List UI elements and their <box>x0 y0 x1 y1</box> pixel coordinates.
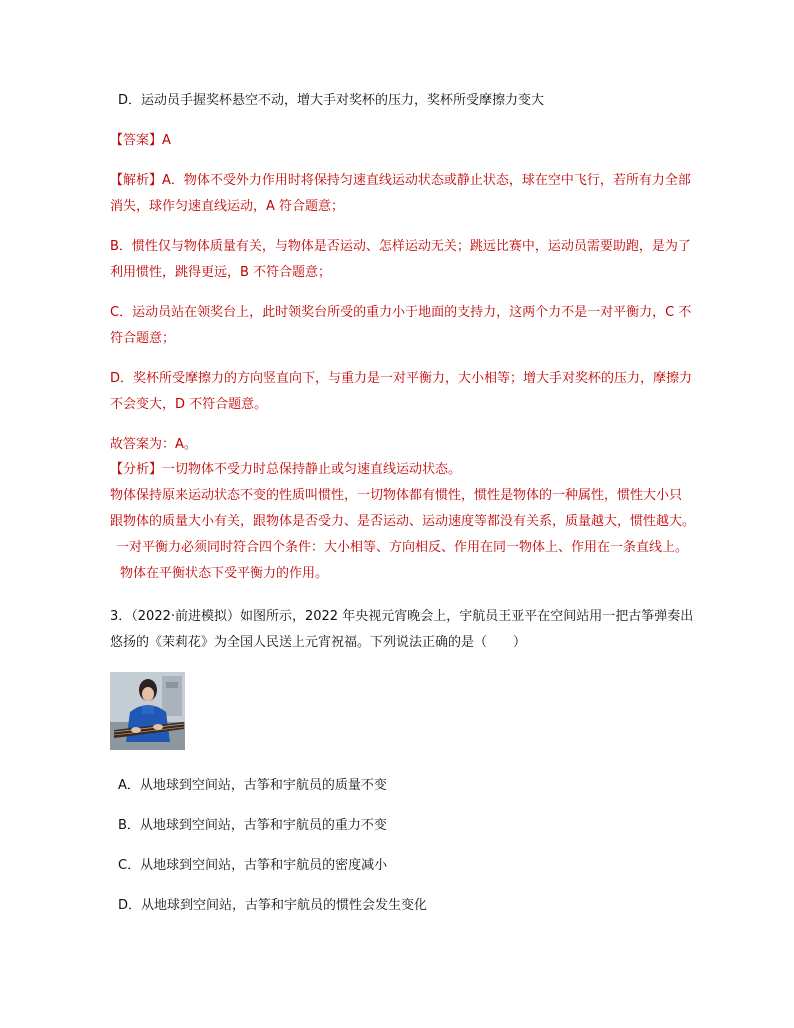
astronaut-guzheng-photo <box>110 672 185 750</box>
analysis-line-2: 消失，球作匀速直线运动，A 符合题意； <box>110 199 345 214</box>
answer-label: 【答案】A <box>110 133 171 148</box>
analysis-line-1: 【解析】A．物体不受外力作用时将保持匀速直线运动状态或静止状态，球在空中飞行，若所有力全部 <box>110 173 691 188</box>
summary-line-5: 物体在平衡状态下受平衡力的作用。 <box>120 566 329 581</box>
question3-line-2: 悠扬的《茉莉花》为全国人民送上元宵祝福。下列说法正确的是（ ） <box>110 635 527 650</box>
option-d-question2: D．运动员手握奖杯悬空不动，增大手对奖杯的压力，奖杯所受摩擦力变大 <box>118 93 545 108</box>
summary-line-4: 一对平衡力必须同时符合四个条件：大小相等、方向相反、作用在同一物体上、作用在一条直线上。 <box>116 540 689 555</box>
analysis-d-line-2: 不会变大，D 不符合题意。 <box>110 397 268 412</box>
question3-option-b: B．从地球到空间站，古筝和宇航员的重力不变 <box>118 818 387 833</box>
analysis-b-line-1: B．惯性仅与物体质量有关，与物体是否运动、怎样运动无关；跳远比赛中，运动员需要助跑，是为了 <box>110 239 691 254</box>
astronaut-photo-drawing <box>110 672 185 750</box>
question3-line-1: 3．（2022·前进模拟）如图所示，2022 年央视元宵晚会上，宇航员王亚平在空间站用一把古筝弹奏出 <box>110 609 694 624</box>
question3-option-d: D．从地球到空间站，古筝和宇航员的惯性会发生变化 <box>118 898 428 913</box>
analysis-b-line-2: 利用惯性，跳得更远，B 不符合题意； <box>110 265 332 280</box>
analysis-d-line-1: D．奖杯所受摩擦力的方向竖直向下，与重力是一对平衡力，大小相等；增大手对奖杯的压力，摩擦力 <box>110 371 693 386</box>
question3-option-a: A．从地球到空间站，古筝和宇航员的质量不变 <box>118 778 387 793</box>
analysis-c-line-2: 符合题意； <box>110 331 176 346</box>
summary-line-2: 物体保持原来运动状态不变的性质叫惯性，一切物体都有惯性，惯性是物体的一种属性，惯性大小只 <box>110 488 683 503</box>
analysis-c-line-1: C．运动员站在领奖台上，此时领奖台所受的重力小于地面的支持力，这两个力不是一对平衡力，C 不 <box>110 305 692 320</box>
summary-line-3: 跟物体的质量大小有关，跟物体是否受力、是否运动、运动速度等都没有关系，质量越大，惯性越大。 <box>110 514 696 529</box>
question3-option-c: C．从地球到空间站，古筝和宇航员的密度减小 <box>118 858 388 873</box>
final-answer: 故答案为：A。 <box>110 437 197 452</box>
summary-line-1: 【分析】一切物体不受力时总保持静止或匀速直线运动状态。 <box>110 462 462 477</box>
